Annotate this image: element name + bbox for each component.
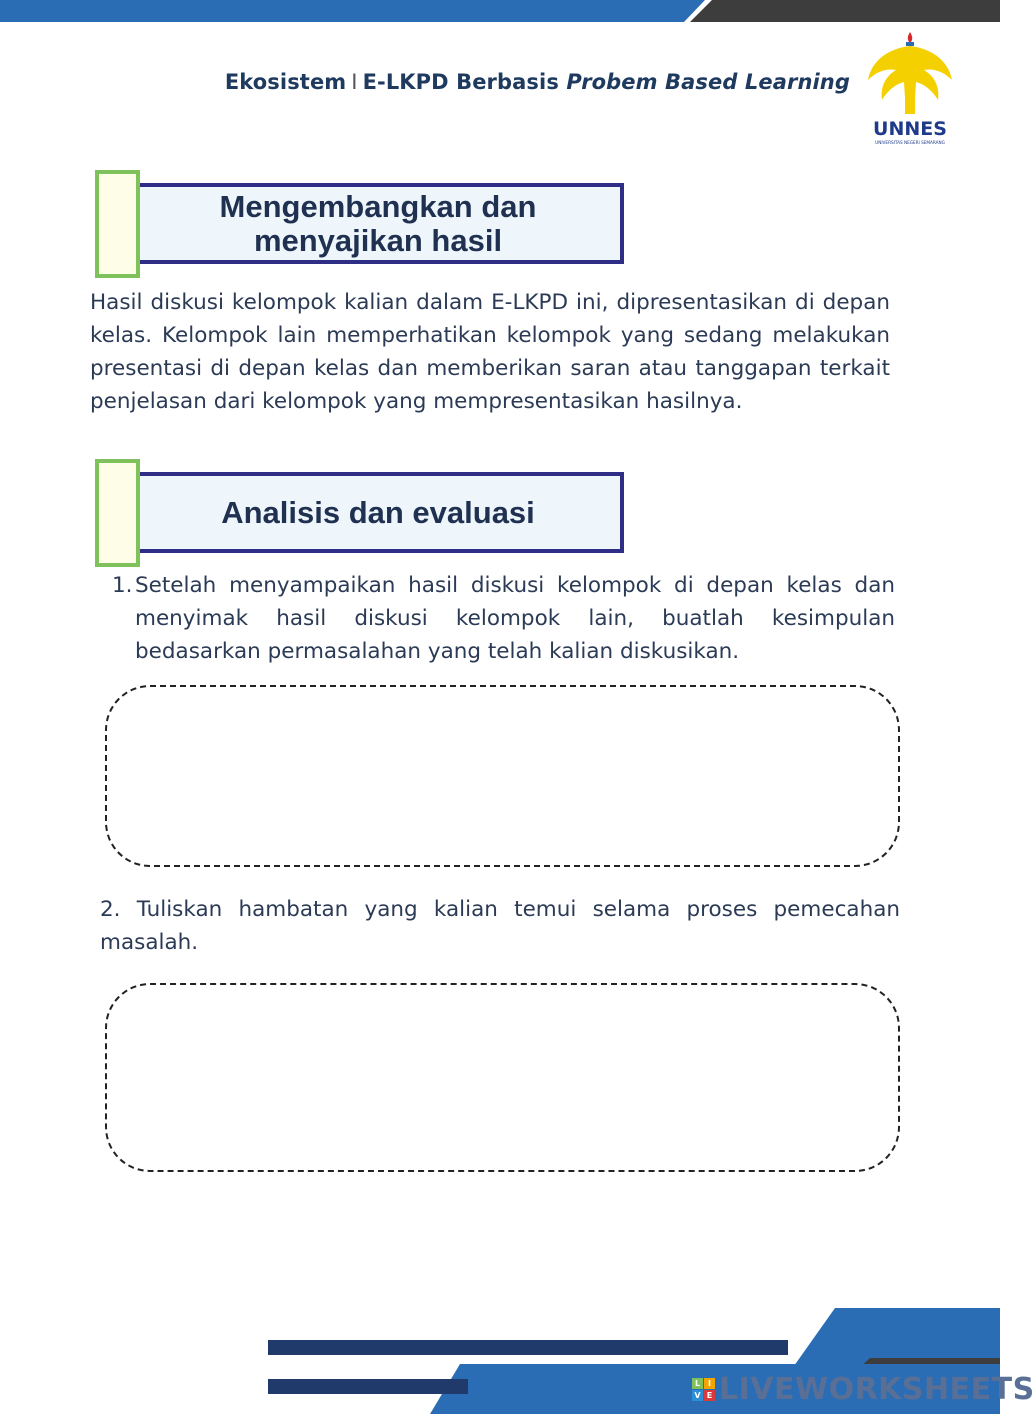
liveworksheets-badge-icon xyxy=(692,1378,715,1401)
header-subject: Ekosistem xyxy=(224,70,347,94)
header-doc-type: E-LKPD Berbasis xyxy=(362,70,559,94)
section-tab-accent xyxy=(95,459,140,567)
badge-letter: E xyxy=(704,1390,715,1401)
section-title-develop-present xyxy=(220,190,537,258)
badge-letter: I xyxy=(704,1378,715,1389)
question-1-text: Setelah menyampaikan hasil diskusi kelompok di depan kelas dan menyimak hasil diskusi kelompok lain, buatlah kesimpulan bedasarkan permasalahan yang telah kalian diskusikan. xyxy=(135,573,895,664)
question-1-answer-box[interactable] xyxy=(105,685,900,867)
document-header-title xyxy=(150,70,850,94)
section1-paragraph: Hasil diskusi kelompok kalian dalam E-LKPD ini, dipresentasikan di depan kelas. Kelompok lain memperhatikan kelompok yang sedang melakukan presentasi di depan kelas dan memberikan saran atau tanggapan terkait penjelasan dari kelompok yang mempresentasikan hasilnya. xyxy=(90,290,890,414)
header-separator: I xyxy=(351,70,358,94)
section-title-line1: Mengembangkan dan xyxy=(219,188,537,224)
liveworksheets-watermark xyxy=(692,1372,1035,1407)
section-tab-accent xyxy=(95,170,140,278)
section-title-analysis-evaluation: Analisis dan evaluasi xyxy=(221,494,535,530)
logo-subtext: UNIVERSITAS NEGERI SEMARANG xyxy=(875,140,945,145)
badge-letter: L xyxy=(692,1378,703,1389)
header-model: Probem Based Learning xyxy=(566,70,850,94)
liveworksheets-text: LIVEWORKSHEETS xyxy=(719,1372,1035,1407)
logo-text: UNNES xyxy=(873,118,947,140)
unnes-logo xyxy=(862,28,958,148)
question-2-answer-box[interactable] xyxy=(105,983,900,1172)
badge-letter: V xyxy=(692,1390,703,1401)
header-band xyxy=(0,0,1000,22)
question-2-text: 2. Tuliskan hambatan yang kalian temui selama proses pemecahan masalah. xyxy=(100,897,900,955)
section-header-develop-present xyxy=(132,183,624,264)
section-title-line2: menyajikan hasil xyxy=(253,222,503,258)
section-header-analysis-evaluation xyxy=(132,472,624,553)
question-1-number: 1. xyxy=(112,573,133,598)
